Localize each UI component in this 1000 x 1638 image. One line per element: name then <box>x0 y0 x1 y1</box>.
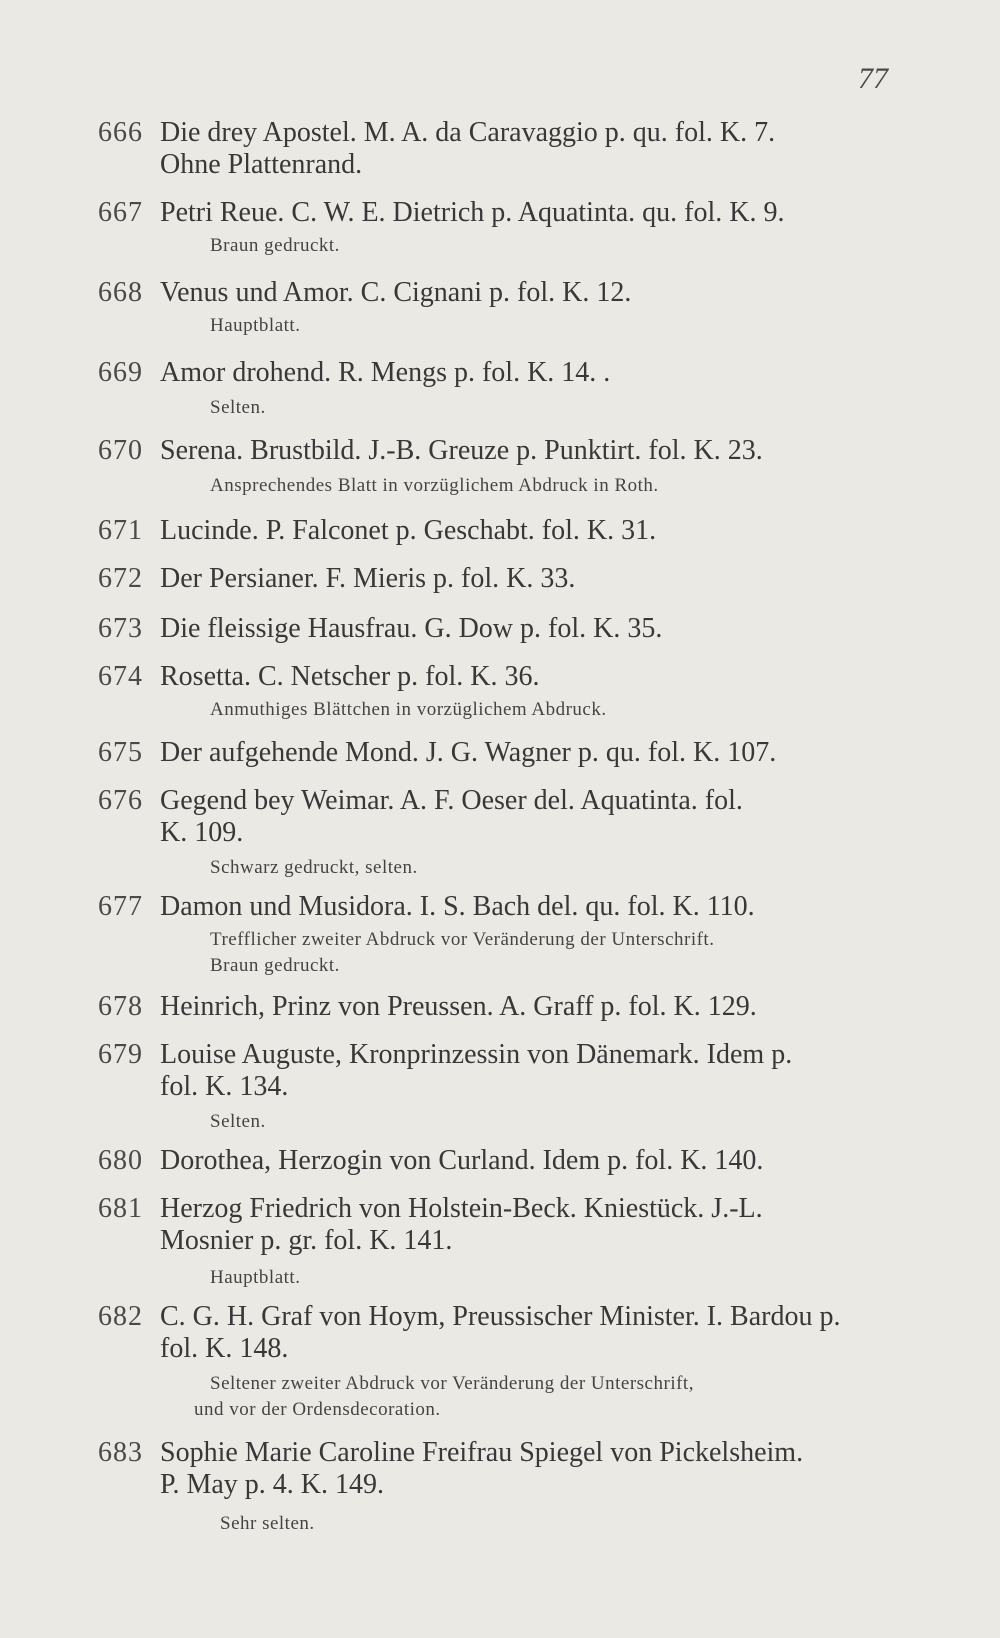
entry-number: 673 <box>98 613 143 644</box>
entry-text: Lucinde. P. Falconet p. Geschabt. fol. K. 31. <box>160 515 657 546</box>
entry-number: 680 <box>98 1145 143 1176</box>
entry-text: Der Persianer. F. Mieris p. fol. K. 33. <box>160 563 576 594</box>
entry-number: 679 <box>98 1039 143 1070</box>
entry-text: Gegend bey Weimar. A. F. Oeser del. Aquatinta. fol. <box>160 785 743 816</box>
entry-note: Schwarz gedruckt, selten. <box>210 857 418 878</box>
entry-number: 670 <box>98 435 143 466</box>
entry-number: 671 <box>98 515 143 546</box>
entry-number: 675 <box>98 737 143 768</box>
entry-number: 683 <box>98 1437 143 1468</box>
entry-note: Sehr selten. <box>220 1513 315 1534</box>
entry-text: Petri Reue. C. W. E. Dietrich p. Aquatinta. qu. fol. K. 9. <box>160 197 785 228</box>
entry-number: 668 <box>98 277 143 308</box>
entry-number: 672 <box>98 563 143 594</box>
entry-number: 681 <box>98 1193 143 1224</box>
entry-text: fol. K. 134. <box>160 1071 289 1102</box>
entry-text: Louise Auguste, Kronprinzessin von Dänemark. Idem p. <box>160 1039 793 1070</box>
entry-number: 667 <box>98 197 143 228</box>
entry-note: Braun gedruckt. <box>210 955 340 976</box>
entry-note: Selten. <box>210 1111 266 1132</box>
page-number: 77 <box>858 62 888 95</box>
entry-text: Serena. Brustbild. J.-B. Greuze p. Punktirt. fol. K. 23. <box>160 435 763 466</box>
entry-number: 674 <box>98 661 143 692</box>
entry-text: Der aufgehende Mond. J. G. Wagner p. qu. fol. K. 107. <box>160 737 777 768</box>
entry-note: Ansprechendes Blatt in vorzüglichem Abdruck in Roth. <box>210 475 659 496</box>
entry-note: und vor der Ordensdecoration. <box>194 1399 441 1420</box>
entry-text: Ohne Plattenrand. <box>160 149 363 180</box>
entry-text: Die fleissige Hausfrau. G. Dow p. fol. K. 35. <box>160 613 663 644</box>
entry-note: Seltener zweiter Abdruck vor Veränderung der Unterschrift, <box>210 1373 694 1394</box>
entry-number: 678 <box>98 991 143 1022</box>
entry-note: Hauptblatt. <box>210 1267 301 1288</box>
entry-text: Dorothea, Herzogin von Curland. Idem p. fol. K. 140. <box>160 1145 764 1176</box>
entry-text: Mosnier p. gr. fol. K. 141. <box>160 1225 453 1256</box>
entry-text: Sophie Marie Caroline Freifrau Spiegel von Pickelsheim. <box>160 1437 804 1468</box>
entry-text: P. May p. 4. K. 149. <box>160 1469 385 1500</box>
entry-text: Rosetta. C. Netscher p. fol. K. 36. <box>160 661 540 692</box>
entry-note: Trefflicher zweiter Abdruck vor Veränderung der Unterschrift. <box>210 929 715 950</box>
entry-note: Selten. <box>210 397 266 418</box>
entry-number: 682 <box>98 1301 143 1332</box>
entry-note: Anmuthiges Blättchen in vorzüglichem Abdruck. <box>210 699 607 720</box>
entry-number: 666 <box>98 117 143 148</box>
entry-text: K. 109. <box>160 817 244 848</box>
entry-text: Herzog Friedrich von Holstein-Beck. Kniestück. J.-L. <box>160 1193 763 1224</box>
entry-note: Braun gedruckt. <box>210 235 340 256</box>
entry-text: Damon und Musidora. I. S. Bach del. qu. fol. K. 110. <box>160 891 755 922</box>
entry-number: 677 <box>98 891 143 922</box>
entry-text: Die drey Apostel. M. A. da Caravaggio p. qu. fol. K. 7. <box>160 117 776 148</box>
entry-number: 669 <box>98 357 143 388</box>
entry-note: Hauptblatt. <box>210 315 301 336</box>
entry-number: 676 <box>98 785 143 816</box>
entry-text: Venus und Amor. C. Cignani p. fol. K. 12. <box>160 277 632 308</box>
entry-text: Heinrich, Prinz von Preussen. A. Graff p. fol. K. 129. <box>160 991 757 1022</box>
entry-text: Amor drohend. R. Mengs p. fol. K. 14. . <box>160 357 611 388</box>
entry-text: fol. K. 148. <box>160 1333 289 1364</box>
entry-text: C. G. H. Graf von Hoym, Preussischer Minister. I. Bardou p. <box>160 1301 841 1332</box>
